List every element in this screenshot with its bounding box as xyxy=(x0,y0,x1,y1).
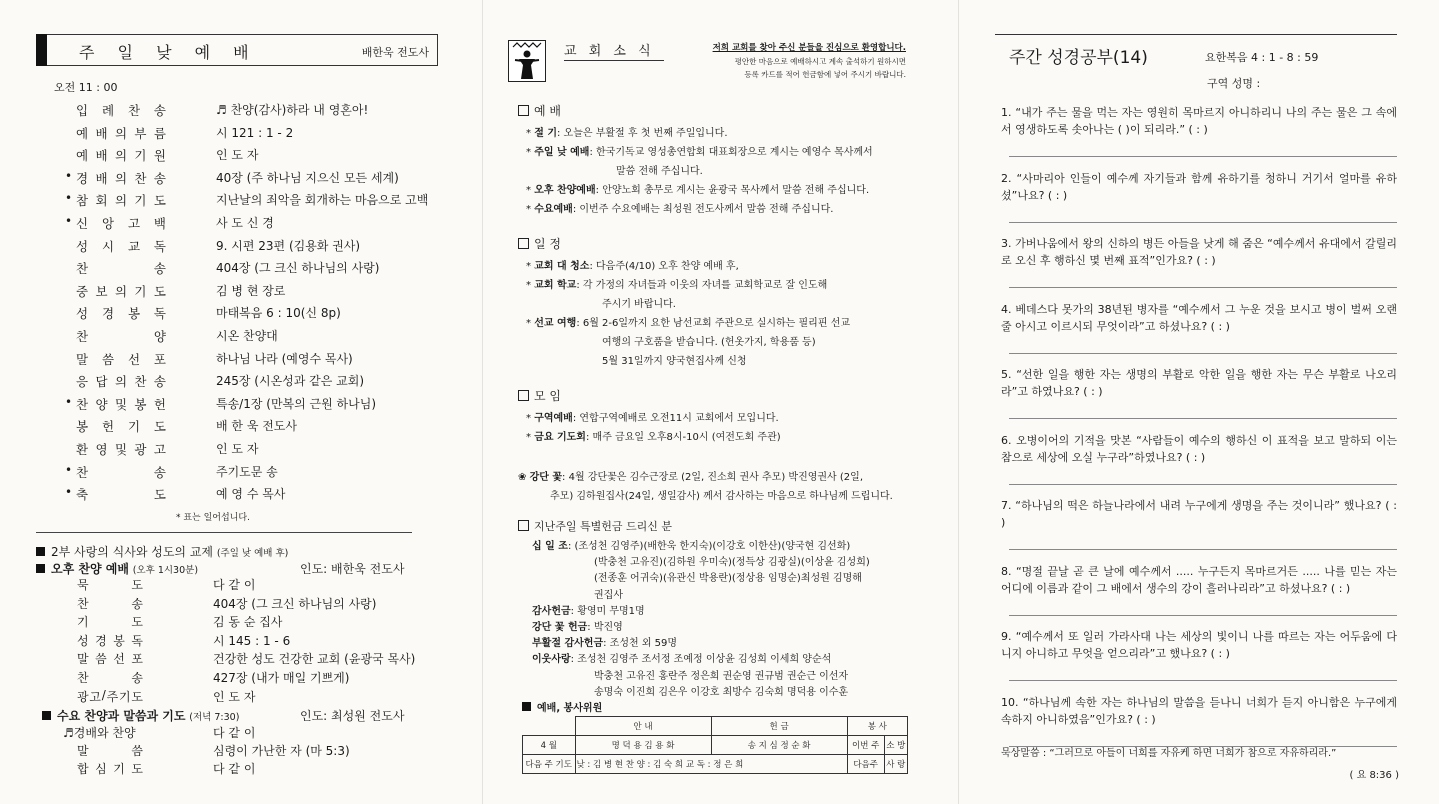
news-column xyxy=(496,0,926,804)
order-label: 봉 헌 기 도 xyxy=(76,419,166,435)
top-rule xyxy=(995,34,1397,35)
wednesday-row xyxy=(63,724,423,744)
wednesday-label: 합 심 기 도 xyxy=(77,762,143,776)
worship-title: 주 일 낮 예 배 xyxy=(79,43,258,62)
news-item-label: 오후 찬양예배 xyxy=(534,185,596,196)
offering-label: 이웃사랑 xyxy=(532,654,571,666)
service-table xyxy=(522,716,908,774)
study-question: 3. 가버나움에서 왕의 신하의 병든 아들을 낫게 해 줌은 “예수께서 유대에서 갈릴리로 오신 후 행하신 몇 번째 표적”인가요? ( : ) xyxy=(1001,237,1397,267)
order-label: 경 배 의 찬 송 xyxy=(76,170,166,186)
afternoon-value: 인 도 자 xyxy=(213,689,256,704)
wednesday-value: 다 같 이 xyxy=(213,726,256,740)
news-item xyxy=(526,143,873,158)
afternoon-row xyxy=(77,669,437,689)
news-title: 교 회 소 식 xyxy=(564,44,655,59)
order-label: 입 례 찬 송 xyxy=(76,103,166,118)
order-value: 40장 (주 하나님 지으신 모든 세계) xyxy=(216,170,399,185)
offering-text: : 박진영 xyxy=(587,622,623,633)
news-item-label: 교회 대 청소 xyxy=(534,261,590,272)
order-row xyxy=(76,101,456,123)
wednesday-row xyxy=(63,742,423,762)
study-question: 4. 베데스다 못가의 38년된 병자를 “예수께서 그 누운 것을 보시고 병이 벌써 오랜 줄 아시고 이르시되 무엇이라”고 하셨나요? ( : ) xyxy=(1001,302,1397,333)
answer-line xyxy=(1009,680,1397,681)
news-item-text: : 오늘은 부활절 후 첫 번째 주일입니다. xyxy=(557,128,728,139)
order-label: 참 회 의 기 도 xyxy=(76,193,166,209)
order-row xyxy=(76,417,456,439)
order-row xyxy=(76,327,456,349)
news-item-text: : 매주 금요일 오후8시-10시 (여전도회 주관) xyxy=(585,432,781,443)
table-cell: 소 방 xyxy=(884,736,907,755)
order-row xyxy=(65,394,456,417)
order-label: 신 앙 고 백 xyxy=(76,216,166,231)
news-item-continuation: 5월 31일까지 양국현집사께 신청 xyxy=(602,356,747,367)
section-heading-text: 일 정 xyxy=(534,237,561,251)
news-item xyxy=(526,428,781,443)
order-row xyxy=(65,168,456,191)
answer-line xyxy=(1009,549,1397,550)
second-part xyxy=(36,543,288,560)
order-value: 주기도문 송 xyxy=(216,464,278,479)
news-item-text: : 각 가정의 자녀들과 이웃의 자녀를 교회학교로 잘 인도해 xyxy=(576,280,828,291)
wednesday-label: ♬경배와 찬양 xyxy=(63,726,136,740)
offering-text: : 조성천 김영주 조서정 조예정 이상윤 김성희 이세희 양순석 xyxy=(570,654,832,666)
offering-heading-text: 지난주일 특별헌금 드리신 분 xyxy=(534,520,673,533)
news-item-label: 수요예배 xyxy=(534,204,573,215)
header-bar xyxy=(36,34,47,66)
news-item-text: : 6월 2-6일까지 요한 남선교회 주관으로 실시하는 필리핀 선교 xyxy=(576,318,850,329)
offering-heading xyxy=(518,518,672,534)
study-question: 7. “하나님의 떡은 하늘나라에서 내려 누구에게 생명을 주는 것이니라” 했나요? ( : ) xyxy=(1001,499,1397,529)
order-row xyxy=(76,282,456,304)
welcome-message xyxy=(684,42,906,81)
study-question: 6. 오병이어의 기적을 맛본 “사람들이 예수의 행하신 이 표적을 보고 말하되 이는 참으로 세상에 오실 누구라”하였나요? ( : ) xyxy=(1001,433,1397,464)
offering-text: 박충천 고유진 홍란주 정은희 권순영 권규범 권순근 이선자 xyxy=(594,670,849,682)
offering-label: 십 일 조 xyxy=(532,541,568,552)
second-part-title: 2부 사랑의 식사와 성도의 교제 xyxy=(51,545,213,559)
answer-line xyxy=(1009,353,1397,354)
order-label: 찬 양 xyxy=(76,329,166,344)
second-part-subtitle: (주일 낮 예배 후) xyxy=(216,548,289,559)
afternoon-value: 김 동 순 집사 xyxy=(213,615,283,630)
order-label: 말 씀 선 포 xyxy=(76,351,166,367)
news-item-label: 금요 기도회 xyxy=(534,432,586,443)
afternoon-label: 찬 송 xyxy=(77,596,143,611)
afternoon-row xyxy=(77,688,437,708)
offering-label: 강단 꽃 헌금 xyxy=(532,622,588,633)
study-question: 8. “명절 끝날 곧 큰 날에 예수께서 ..... 누구든지 목마르거든 ..... 나를 믿는 자는 어디에 이름과 같이 그 배에서 생수의 강이 흘러나리라”고 하셨나요? ( : ) xyxy=(1001,564,1397,595)
news-section-heading xyxy=(518,387,561,404)
checkbox-icon xyxy=(518,105,529,116)
table-cell: 사 랑 xyxy=(884,755,907,774)
afternoon-row xyxy=(77,613,437,633)
offering-text: : 황영미 무명1명 xyxy=(570,605,645,617)
afternoon-time: (오후 1시30분) xyxy=(132,565,199,576)
news-section-heading xyxy=(518,102,561,119)
table-cell: 명 덕 용 김 용 화 xyxy=(575,736,711,755)
news-item xyxy=(526,181,869,196)
news-item xyxy=(526,257,739,272)
order-row xyxy=(76,350,456,372)
answer-line xyxy=(1009,222,1397,223)
offering-text: (박충천 고유진)(김하원 우미숙)(정득상 김광실)(이상윤 김성희) xyxy=(594,557,870,569)
afternoon-label: 묵 도 xyxy=(77,578,143,592)
order-label: 환 영 및 광 고 xyxy=(76,442,166,457)
service-heading xyxy=(522,699,602,714)
order-value: 인 도 자 xyxy=(216,442,259,456)
bullet-icon: • xyxy=(65,485,73,500)
altar-flower-label: 강단 꽃 xyxy=(529,472,563,483)
memory-verse-ref: ( 요 8:36 ) xyxy=(1349,770,1399,781)
name-field: 구역 성명 : xyxy=(1207,77,1261,90)
standing-note: * 표는 일어섭니다. xyxy=(176,513,250,523)
checkbox-icon xyxy=(518,520,529,531)
news-item-label: 교회 학교 xyxy=(534,280,577,291)
news-item-text: : 이번주 수요예배는 최성원 전도사께서 말씀 전해 주십니다. xyxy=(572,204,834,215)
offering-label: 부활절 감사헌금 xyxy=(532,638,604,650)
wednesday-value: 다 같 이 xyxy=(213,762,256,776)
study-title: 주간 성경공부(14) xyxy=(1009,48,1148,68)
welcome-line: 저희 교회를 찾아 주신 분들을 진심으로 환영합니다. xyxy=(712,43,906,53)
offering-text: : 조성천 외 59명 xyxy=(603,638,678,650)
order-value: 마태복음 6 : 10(신 8p) xyxy=(216,306,341,321)
title-underline xyxy=(564,60,664,61)
study-question: 2. “사마리아 인들이 예수께 자기들과 함께 유하기를 청하니 거기서 얼마를 유하셨”나요? ( : ) xyxy=(1001,171,1397,202)
news-item-text: : 연합구역예배로 오전11시 교회에서 모입니다. xyxy=(572,413,779,424)
news-item-label: 주일 낮 예배 xyxy=(534,147,590,158)
order-row xyxy=(76,372,456,394)
afternoon-row xyxy=(77,576,437,596)
order-value: 시온 찬양대 xyxy=(216,329,278,343)
afternoon-value: 건강한 성도 건강한 교회 (윤광국 목사) xyxy=(213,652,416,667)
afternoon-label: 말 씀 선 포 xyxy=(77,652,143,667)
order-label: 찬 송 xyxy=(76,261,166,277)
order-value: 245장 (시온성과 같은 교회) xyxy=(216,374,365,389)
divider xyxy=(36,532,412,533)
order-row xyxy=(76,440,456,462)
table-cell: 4 월 xyxy=(523,736,576,755)
afternoon-label: 성 경 봉 독 xyxy=(77,633,143,648)
order-value: 인 도 자 xyxy=(216,148,259,163)
news-item-continuation: 주시기 바랍니다. xyxy=(602,299,676,310)
order-row xyxy=(76,124,456,146)
news-item-label: 절 기 xyxy=(534,128,557,139)
star-bullet-icon: * xyxy=(526,147,535,158)
church-logo-icon xyxy=(508,40,546,82)
answer-line xyxy=(1009,156,1397,157)
news-item-text: : 안양노회 총무로 계시는 윤광국 목사께서 말씀 전해 주십니다. xyxy=(595,185,870,196)
offering-row xyxy=(594,553,870,568)
afternoon-row xyxy=(77,595,437,615)
bullet-icon: • xyxy=(65,168,73,183)
order-value: 특송/1장 (만복의 근원 하나님) xyxy=(216,396,376,411)
offering-text: (전종훈 어귀숙)(유관신 박용란)(정상용 임명순)최성원 김명해 xyxy=(594,573,862,585)
offering-row xyxy=(594,683,848,698)
news-section-heading xyxy=(518,235,561,252)
study-question: 9. “예수께서 또 일러 가라사대 나는 세상의 빛이니 나를 따르는 자는 어두움에 다니지 아니하고 무엇을 얻으리라”고 했나요? ( : ) xyxy=(1001,630,1397,660)
news-item xyxy=(526,200,833,215)
news-item xyxy=(526,314,850,329)
news-item-continuation: 말씀 전해 주십니다. xyxy=(616,166,703,177)
order-label: 예 배 의 부 름 xyxy=(76,125,166,141)
afternoon-value: 427장 (내가 매일 기쁘게) xyxy=(213,671,350,685)
table-cell: 송 지 심 정 순 화 xyxy=(711,736,847,755)
order-label: 예 배 의 기 원 xyxy=(76,148,166,164)
worship-time: 오전 11 : 00 xyxy=(54,81,118,94)
news-item-continuation: 여행의 구호품을 받습니다. (헌옷가지, 학용품 등) xyxy=(602,337,816,348)
study-reference: 요한복음 4 : 1 - 8 : 59 xyxy=(1205,51,1319,64)
fold-line xyxy=(482,0,483,804)
star-bullet-icon: * xyxy=(526,280,535,291)
table-header: 헌 금 xyxy=(711,717,847,736)
order-value: 배 한 욱 전도사 xyxy=(216,419,297,434)
altar-flower-text: : 4월 강단꽃은 김수근장로 (2일, 진소희 권사 추모) 박진영권사 (2일, xyxy=(562,472,863,483)
offering-text: : (조성천 김영주)(배한욱 한지숙)(이강호 이한산)(양국현 김선화) xyxy=(567,541,851,552)
order-value: 하나님 나라 (예영수 목사) xyxy=(216,351,353,366)
answer-line xyxy=(1009,484,1397,485)
offering-row xyxy=(594,667,848,682)
bullet-icon: • xyxy=(65,462,73,477)
afternoon-title: 오후 찬양 예배 xyxy=(51,562,129,576)
afternoon-value: 404장 (그 크신 하나님의 사랑) xyxy=(213,596,377,611)
order-row xyxy=(65,214,456,236)
afternoon-row xyxy=(77,650,437,670)
offering-row xyxy=(594,586,623,601)
afternoon-label: 광 고 / 주 기 도 xyxy=(77,687,143,704)
order-row xyxy=(76,237,456,259)
welcome-line: 등록 카드를 적어 헌금함에 넣어 주시기 바랍니다. xyxy=(744,70,906,79)
order-label: 성 시 교 독 xyxy=(76,238,166,254)
order-value: 예 영 수 목사 xyxy=(216,487,286,502)
order-value: 404장 (그 크신 하나님의 사랑) xyxy=(216,261,380,276)
section-heading-text: 예 배 xyxy=(534,104,561,118)
altar-flower xyxy=(518,468,863,483)
order-row xyxy=(76,259,456,281)
afternoon-label: 기 도 xyxy=(77,615,143,630)
wednesday-time: (저녁 7:30) xyxy=(189,712,240,723)
star-bullet-icon: * xyxy=(526,204,535,215)
worship-preacher: 배한욱 전도사 xyxy=(361,46,429,59)
wednesday-label: 말 씀 xyxy=(77,744,143,758)
offering-text: 송명숙 이진희 김은우 이강호 최방수 김숙희 명덕용 이수훈 xyxy=(594,686,849,698)
table-cell: 이번 주 xyxy=(847,736,884,755)
order-label: 중 보 의 기 도 xyxy=(76,283,166,299)
section-heading-text: 모 임 xyxy=(534,389,561,403)
offering-row xyxy=(532,537,850,552)
memory-verse: 묵상말씀 : “그러므로 아들이 너희를 자유케 하면 너희가 참으로 자유하리라.” xyxy=(1001,748,1337,759)
order-row xyxy=(65,462,456,485)
altar-flower-continuation: 추모) 김하원집사(24일, 생일감사) 께서 감사하는 마음으로 하나님께 드립니다. xyxy=(550,491,893,502)
worship-column xyxy=(0,0,470,804)
fold-line xyxy=(958,0,959,804)
star-bullet-icon: * xyxy=(526,261,535,272)
bullet-icon: • xyxy=(65,214,73,228)
afternoon-leader: 인도: 배한욱 전도사 xyxy=(300,562,405,576)
table-header: 봉 사 xyxy=(847,717,907,736)
news-item-label: 선교 여행 xyxy=(534,318,577,329)
order-value: 사 도 신 경 xyxy=(216,216,274,230)
study-question: 10. “하나님께 속한 자는 하나님의 말씀을 듣나니 너희가 듣지 아니함은 누구에게 속하지 아니하였음”인가요? ( : ) xyxy=(1001,695,1397,726)
order-label: 성 경 봉 독 xyxy=(76,306,166,322)
table-header: 안 내 xyxy=(575,717,711,736)
order-label: 찬 양 및 봉 헌 xyxy=(76,396,166,412)
square-bullet-icon xyxy=(36,564,45,573)
star-bullet-icon: * xyxy=(526,318,535,329)
square-bullet-icon xyxy=(36,547,45,556)
answer-line xyxy=(1009,287,1397,288)
order-value: 시 121 : 1 - 2 xyxy=(216,125,294,140)
offering-label: 감사헌금 xyxy=(532,605,571,617)
afternoon-value: 다 같 이 xyxy=(213,578,256,592)
study-question: 5. “선한 일을 행한 자는 생명의 부활로 악한 일을 행한 자는 무슨 부활로 나오리라”고 하였나요? ( : ) xyxy=(1001,368,1397,398)
bullet-icon: • xyxy=(65,394,73,409)
news-item xyxy=(526,409,779,424)
order-value: ♬ 찬양(감사)하라 내 영혼아! xyxy=(216,103,369,117)
star-bullet-icon: * xyxy=(526,432,535,443)
wednesday-value: 심령이 가난한 자 (마 5:3) xyxy=(213,744,350,758)
news-item-label: 구역예배 xyxy=(534,413,573,424)
wednesday-row xyxy=(63,760,423,780)
news-item xyxy=(526,124,728,139)
afternoon-header xyxy=(36,560,416,577)
afternoon-value: 시 145 : 1 - 6 xyxy=(213,633,291,648)
wednesday-title: 수요 찬양과 말씀과 기도 xyxy=(57,709,186,723)
order-value: 9. 시편 23편 (김용화 권사) xyxy=(216,238,361,253)
checkbox-icon xyxy=(518,238,529,249)
table-cell: 낮 : 김 병 현 찬 양 : 김 숙 희 교 독 : 정 은 희 xyxy=(575,755,847,774)
wednesday-leader: 인도: 최성원 전도사 xyxy=(300,709,405,723)
worship-header xyxy=(36,34,438,66)
bullet-icon: • xyxy=(65,191,73,206)
order-label: 응 답 의 찬 송 xyxy=(76,374,166,390)
star-bullet-icon: * xyxy=(526,185,535,196)
study-column xyxy=(975,0,1439,804)
flower-icon: ❀ xyxy=(518,472,530,483)
news-item-text: : 다음주(4/10) 오후 찬양 예배 후, xyxy=(589,261,739,272)
offering-row xyxy=(532,602,645,617)
order-label: 축 도 xyxy=(76,487,166,503)
star-bullet-icon: * xyxy=(526,413,535,424)
service-heading-text: 예배, 봉사위원 xyxy=(537,703,603,714)
offering-row xyxy=(532,618,623,633)
order-row xyxy=(65,485,456,507)
order-label: 찬 송 xyxy=(76,464,166,480)
answer-line xyxy=(1009,615,1397,616)
square-bullet-icon xyxy=(522,702,531,711)
checkbox-icon xyxy=(518,390,529,401)
afternoon-row xyxy=(77,632,437,652)
afternoon-label: 찬 송 xyxy=(77,671,143,685)
square-bullet-icon xyxy=(42,711,51,720)
offering-row xyxy=(532,634,677,649)
order-row xyxy=(76,146,456,168)
offering-row xyxy=(532,650,831,665)
wednesday-header xyxy=(42,707,422,724)
order-row xyxy=(76,304,456,326)
order-row xyxy=(65,191,456,213)
answer-line xyxy=(1009,418,1397,419)
table-cell: 다음주 xyxy=(847,755,884,774)
star-bullet-icon: * xyxy=(526,128,535,139)
study-question: 1. “내가 주는 물을 먹는 자는 영원히 목마르지 아니하리니 나의 주는 물은 그 속에서 영생하도록 솟아나는 ( )이 되리라.” ( : ) xyxy=(1001,106,1397,136)
news-item-text: : 한국기독교 영성총연합회 대표회장으로 계시는 예영수 목사께서 xyxy=(589,147,873,158)
order-value: 김 병 현 장로 xyxy=(216,283,286,298)
offering-row xyxy=(594,569,862,584)
order-value: 지난날의 죄악을 회개하는 마음으로 고백 xyxy=(216,193,429,208)
offering-text: 권집사 xyxy=(594,589,623,601)
news-item xyxy=(526,276,827,291)
welcome-line: 평안한 마음으로 예배하시고 계속 출석하기 원하시면 xyxy=(734,57,906,66)
table-cell: 다음 주 기도 xyxy=(523,755,576,774)
